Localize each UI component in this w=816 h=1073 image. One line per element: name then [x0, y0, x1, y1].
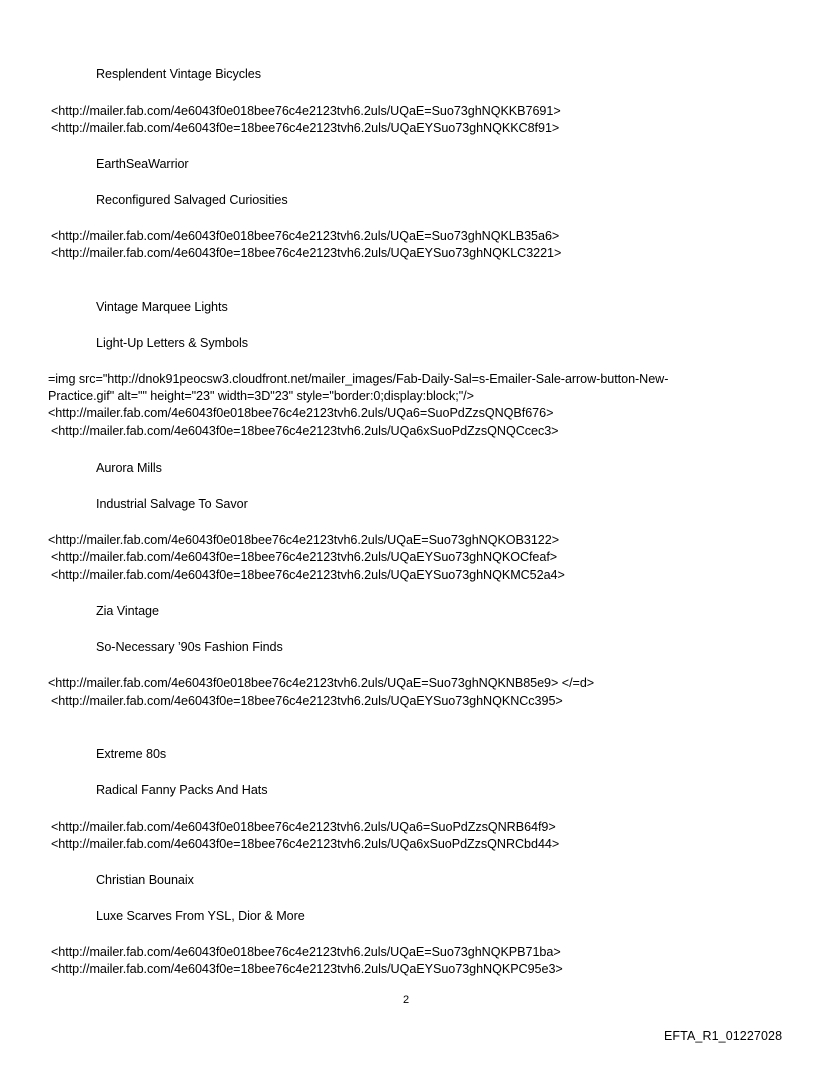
link-url[interactable]: <http://mailer.fab.com/4e6043f0e=18bee76c4e2123tvh6.2uls/UQa6xSuoPdZzsQNQCcec3> [51, 424, 559, 438]
section-title: EarthSeaWarrior [96, 157, 189, 171]
section-title: Vintage Marquee Lights [96, 300, 228, 314]
link-url[interactable]: <http://mailer.fab.com/4e6043f0e=18bee76c4e2123tvh6.2uls/UQaEYSuo73ghNQKLC3221> [51, 246, 562, 260]
link-url[interactable]: <http://mailer.fab.com/4e6043f0e018bee76c4e2123tvh6.2uls/UQaE=Suo73ghNQKLB35a6> [51, 229, 560, 243]
section-subtitle: Light-Up Letters & Symbols [96, 336, 248, 350]
section-subtitle: Reconfigured Salvaged Curiosities [96, 193, 288, 207]
link-url[interactable]: <http://mailer.fab.com/4e6043f0e=18bee76c4e2123tvh6.2uls/UQa6xSuoPdZzsQNRCbd44> [51, 837, 560, 851]
section-title: Extreme 80s [96, 747, 167, 761]
link-url[interactable]: <http://mailer.fab.com/4e6043f0e=18bee76c4e2123tvh6.2uls/UQaEYSuo73ghNQKKC8f91> [51, 121, 560, 135]
link-url[interactable]: <http://mailer.fab.com/4e6043f0e=18bee76c4e2123tvh6.2uls/UQaEYSuo73ghNQKPC95e3> [51, 962, 563, 976]
section-subtitle: So-Necessary ’90s Fashion Finds [96, 640, 283, 654]
section-subtitle: Industrial Salvage To Savor [96, 497, 248, 511]
section-subtitle: Radical Fanny Packs And Hats [96, 783, 268, 797]
image-markup: Practice.gif" alt="" height="23" width=3D"23" style="border:0;display:block;"/> [48, 389, 474, 403]
link-url[interactable]: <http://mailer.fab.com/4e6043f0e018bee76c4e2123tvh6.2uls/UQaE=Suo73ghNQKOB3122> [48, 533, 560, 547]
link-url[interactable]: <http://mailer.fab.com/4e6043f0e=18bee76c4e2123tvh6.2uls/UQaEYSuo73ghNQKMC52a4> [51, 568, 565, 582]
link-url[interactable]: <http://mailer.fab.com/4e6043f0e=18bee76c4e2123tvh6.2uls/UQaEYSuo73ghNQKNCc395> [51, 694, 563, 708]
link-url[interactable]: <http://mailer.fab.com/4e6043f0e018bee76c4e2123tvh6.2uls/UQaE=Suo73ghNQKPB71ba> [51, 945, 561, 959]
section-subtitle: Luxe Scarves From YSL, Dior & More [96, 909, 305, 923]
section-title: Aurora Mills [96, 461, 162, 475]
link-url[interactable]: <http://mailer.fab.com/4e6043f0e018bee76c4e2123tvh6.2uls/UQa6=SuoPdZzsQNQBf676> [48, 406, 554, 420]
link-url[interactable]: <http://mailer.fab.com/4e6043f0e018bee76c4e2123tvh6.2uls/UQaE=Suo73ghNQKKB7691> [51, 104, 561, 118]
image-markup: =img src="http://dnok91peocsw3.cloudfront.net/mailer_images/Fab-Daily-Sal=s-Emailer-Sale-arrow-button-New- [48, 372, 669, 386]
section-title: Zia Vintage [96, 604, 159, 618]
section-title: Christian Bounaix [96, 873, 194, 887]
page-number: 2 [403, 994, 410, 1006]
document-id: EFTA_R1_01227028 [664, 1029, 783, 1043]
link-url[interactable]: <http://mailer.fab.com/4e6043f0e=18bee76c4e2123tvh6.2uls/UQaEYSuo73ghNQKOCfeaf> [51, 550, 558, 564]
link-url[interactable]: <http://mailer.fab.com/4e6043f0e018bee76c4e2123tvh6.2uls/UQa6=SuoPdZzsQNRB64f9> [51, 820, 556, 834]
section-title: Resplendent Vintage Bicycles [96, 67, 261, 81]
link-url[interactable]: <http://mailer.fab.com/4e6043f0e018bee76c4e2123tvh6.2uls/UQaE=Suo73ghNQKNB85e9> </=d> [48, 676, 595, 690]
